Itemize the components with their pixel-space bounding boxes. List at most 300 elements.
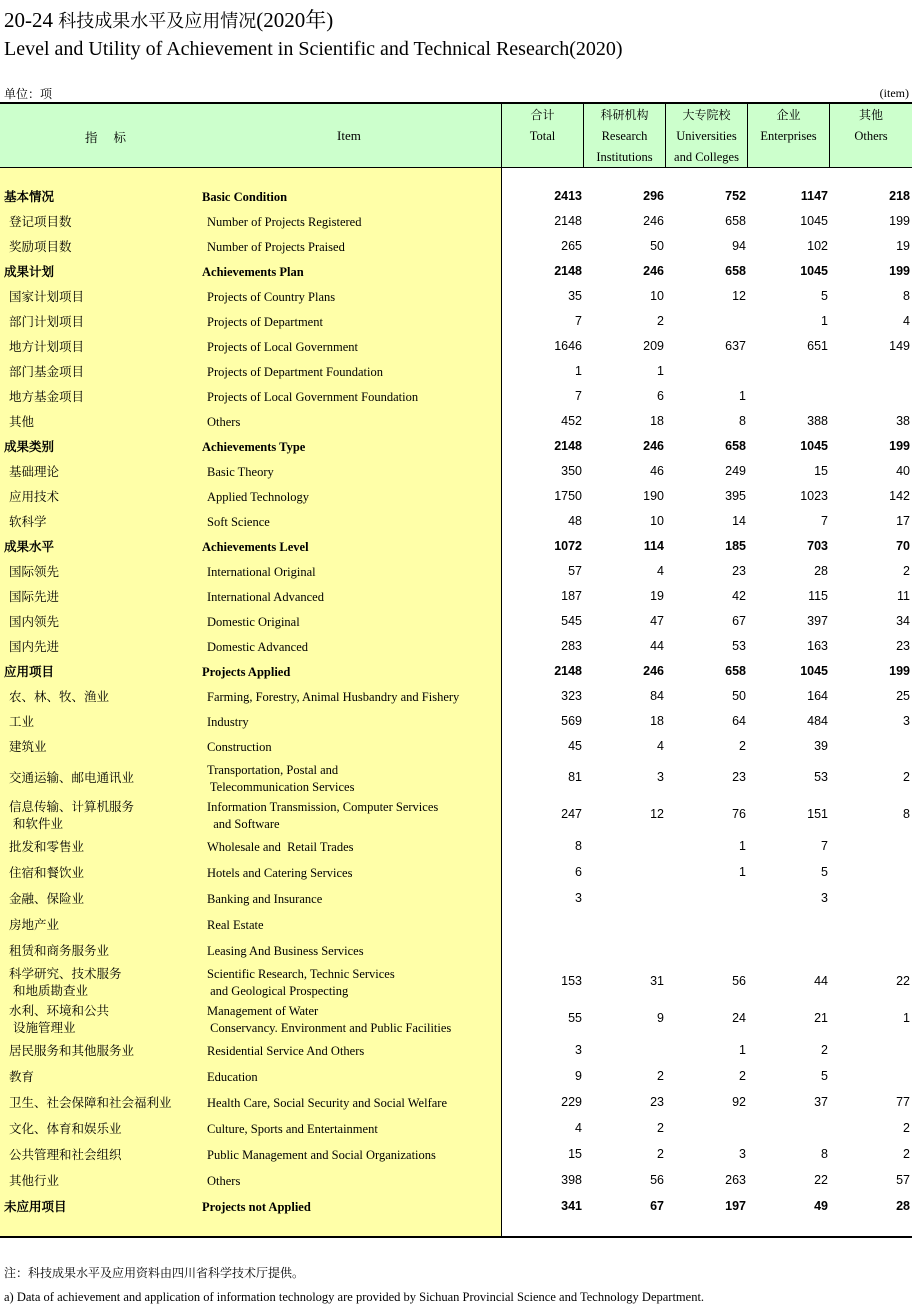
cell-value: 545 [561,614,582,628]
cell-value: 1072 [554,539,582,553]
cell-value: 2 [657,1146,664,1161]
cell-value: 651 [807,339,828,353]
cell-value: 49 [814,1198,828,1213]
cell-value: 2148 [554,664,582,678]
cell-value: 263 [725,1172,746,1187]
cell-value: 40 [896,464,910,478]
table-header [0,102,912,168]
data-table [0,102,912,1238]
cell-value: 7 [821,838,828,853]
cell-value: 53 [732,639,746,653]
cell-value: 1147 [800,189,828,203]
cell-value: 31 [650,974,664,988]
cell-value: 37 [814,1094,828,1109]
cell-value: 18 [650,414,664,428]
row-label-en: Others [207,1173,241,1188]
row-label-zh: 部门基金项目 [9,364,85,379]
cell-value: 3 [575,890,582,905]
cell-value: 5 [821,864,828,879]
row-label-zh: 应用项目 [4,664,55,679]
table-row [0,563,912,588]
row-label-zh: 国家计划项目 [9,289,85,304]
cell-value: 23 [732,564,746,578]
table-row [0,363,912,388]
table-row [0,538,912,563]
cell-value: 102 [807,239,828,253]
row-label-en: Projects of Department Foundation [207,365,384,379]
row-label-zh: 交通运输、邮电通讯业 [9,770,135,785]
cell-value: 11 [897,589,910,603]
column-header-zh: 大专院校 [682,108,731,122]
cell-value: 1 [739,389,746,403]
cell-value: 350 [561,464,582,478]
column-header-en: Others [854,129,888,143]
cell-value: 56 [650,1172,664,1187]
cell-value: 35 [568,289,582,303]
unit-label-zh: 单位：项 [4,87,53,101]
cell-value: 246 [643,664,664,678]
column-header-zh: 合计 [530,108,555,122]
cell-value: 3 [903,714,910,728]
table-row [0,967,912,1004]
row-label-zh: 未应用项目 [4,1198,67,1214]
row-label-zh: 国际领先 [9,564,60,579]
cell-value: 1 [739,1042,746,1057]
cell-value: 4 [657,564,664,578]
cell-value: 9 [575,1068,582,1083]
table-row [0,1004,912,1041]
cell-value: 12 [650,807,664,821]
row-label-zh: 工业 [9,714,35,729]
row-label-en: Domestic Advanced [207,640,309,654]
row-label-en: Projects Applied [202,665,291,679]
cell-value: 1750 [554,489,582,503]
row-label-en: Public Management and Social Organizations [207,1147,436,1162]
column-header-en: Enterprises [760,129,817,143]
cell-value: 484 [807,714,828,728]
table-title-zh [4,4,333,34]
cell-value: 2 [903,770,910,784]
table-row [0,1093,912,1119]
cell-value: 81 [568,770,582,784]
cell-value: 8 [739,414,746,428]
cell-value: 39 [814,739,828,753]
column-header-en: Institutions [596,150,653,164]
row-label-en: Projects of Country Plans [207,290,336,304]
cell-value: 23 [732,770,746,784]
cell-value: 17 [896,514,910,528]
row-label-zh: 基本情况 [4,189,55,204]
cell-value: 296 [643,189,664,203]
cell-value: 5 [821,289,828,303]
column-header [501,104,583,167]
cell-value: 1 [903,1011,910,1025]
row-label-en: Education [207,1069,258,1084]
row-label-zh: 其他行业 [9,1172,60,1188]
cell-value: 115 [808,589,828,603]
row-label-zh: 部门计划项目 [9,314,85,329]
table-title-year: (2020年) [256,8,334,32]
table-row [0,388,912,413]
cell-value: 7 [821,514,828,528]
cell-value: 4 [575,1120,582,1135]
cell-value: 25 [896,689,910,703]
cell-value: 64 [732,714,746,728]
cell-value: 2 [657,1120,664,1135]
row-label-zh: 软科学 [9,514,47,529]
row-label-en: Others [207,415,241,429]
table-row [0,488,912,513]
column-header-en: and Colleges [674,150,739,164]
cell-value: 45 [568,739,582,753]
row-label-en: Projects of Local Government [207,340,358,354]
table-row [0,338,912,363]
cell-value: 44 [650,639,664,653]
cell-value: 76 [732,807,746,821]
cell-value: 395 [725,489,746,503]
cell-value: 752 [725,189,746,203]
row-label-en: Scientific Research, Technic Services and Geological Prospecting [207,966,395,998]
cell-value: 164 [807,689,828,703]
cell-value: 229 [561,1094,582,1109]
cell-value: 42 [732,589,746,603]
cell-value: 22 [814,1172,828,1187]
table-row [0,238,912,263]
cell-value: 50 [732,689,746,703]
table-row [0,863,912,889]
footnote-zh: 注：科技成果水平及应用资料由四川省科学技术厅提供。 [4,1266,305,1280]
unit-label-en: (item) [879,86,909,100]
cell-value: 149 [889,339,910,353]
cell-value: 21 [814,1011,828,1025]
table-row [0,889,912,915]
row-label-en: Leasing And Business Services [207,943,364,958]
column-header-zh: 科研机构 [600,108,649,122]
row-label-en: Health Care, Social Security and Social Welfare [207,1095,447,1110]
cell-value: 5 [821,1068,828,1083]
row-label-zh: 登记项目数 [9,214,72,229]
row-label-en: International Advanced [207,590,324,604]
row-label-en: Industry [207,715,249,729]
cell-value: 18 [650,714,664,728]
row-label-en: Banking and Insurance [207,891,323,906]
cell-value: 4 [903,314,910,328]
row-label-zh: 水利、环境和公共 设施管理业 [9,1002,110,1035]
cell-value: 55 [568,1011,582,1025]
row-label-zh: 成果水平 [4,539,55,554]
table-row [0,1145,912,1171]
cell-value: 190 [643,489,664,503]
cell-value: 658 [725,214,746,228]
cell-value: 3 [575,1042,582,1057]
footnote-en: a) Data of achievement and application of information technology are provided by Sichuan Provincial Science and Technology Department. [4,1290,705,1304]
column-header-zh: 企业 [776,108,801,122]
header-label-area [0,104,501,167]
cell-value: 2148 [554,214,582,228]
cell-value: 142 [889,489,910,503]
cell-value: 246 [643,264,664,278]
table-row [0,438,912,463]
cell-value: 67 [650,1198,664,1213]
row-label-en: Number of Projects Praised [207,240,345,254]
table-row [0,800,912,837]
cell-value: 246 [643,214,664,228]
cell-value: 323 [561,689,582,703]
row-label-zh: 应用技术 [9,489,60,504]
cell-value: 2148 [554,439,582,453]
table-row [0,1041,912,1067]
table-row [0,941,912,967]
row-label-zh: 农、林、牧、渔业 [9,689,110,704]
row-label-zh: 住宿和餐饮业 [9,864,85,880]
row-label-zh: 其他 [9,414,35,429]
cell-value: 50 [650,239,664,253]
cell-value: 23 [650,1094,664,1109]
cell-value: 8 [903,289,910,303]
table-body [0,168,912,1238]
cell-value: 2 [657,314,664,328]
cell-value: 114 [643,539,664,553]
row-label-zh: 建筑业 [9,739,47,754]
row-label-zh: 基础理论 [9,464,60,479]
row-label-en: Hotels and Catering Services [207,865,353,880]
cell-value: 1045 [800,664,828,678]
cell-value: 2 [903,564,910,578]
row-label-en: Construction [207,740,272,754]
table-title-text: 科技成果水平及应用情况 [58,11,257,32]
table-row [0,763,912,800]
cell-value: 658 [725,439,746,453]
cell-value: 1023 [800,489,828,503]
cell-value: 341 [561,1198,582,1213]
table-row [0,313,912,338]
column-header-en: Research [601,129,648,143]
cell-value: 23 [896,639,910,653]
cell-value: 199 [889,214,910,228]
row-label-zh: 成果类别 [4,439,55,454]
cell-value: 38 [896,414,910,428]
cell-value: 24 [732,1011,746,1025]
table-row [0,288,912,313]
cell-value: 77 [896,1094,910,1109]
cell-value: 53 [814,770,828,784]
row-label-zh: 信息传输、计算机服务 和软件业 [9,798,135,831]
column-header-en: Universities [676,129,737,143]
row-label-en: Achievements Type [202,440,306,454]
cell-value: 46 [650,464,664,478]
cell-value: 6 [575,864,582,879]
cell-value: 247 [561,807,582,821]
cell-value: 6 [657,389,664,403]
table-row [0,513,912,538]
cell-value: 8 [575,838,582,853]
row-label-en: Projects of Department [207,315,323,329]
row-label-en: Basic Condition [202,190,288,204]
cell-value: 388 [807,414,828,428]
table-row [0,638,912,663]
cell-value: 658 [725,664,746,678]
table-row [0,688,912,713]
row-label-en: Transportation, Postal and Telecommunication Services [207,762,355,794]
cell-value: 197 [725,1198,746,1213]
row-label-en: Number of Projects Registered [207,215,362,229]
cell-value: 67 [732,614,746,628]
cell-value: 44 [814,974,828,988]
cell-value: 14 [732,514,746,528]
cell-value: 57 [568,564,582,578]
table-row [0,713,912,738]
table-row [0,613,912,638]
cell-value: 1 [821,314,828,328]
row-label-en: Culture, Sports and Entertainment [207,1121,378,1136]
cell-value: 2148 [554,264,582,278]
row-label-zh: 公共管理和社会组织 [9,1146,122,1162]
cell-value: 187 [561,589,582,603]
cell-value: 2413 [554,189,582,203]
cell-value: 19 [650,589,664,603]
row-label-zh: 成果计划 [4,264,55,279]
column-header [665,104,747,167]
cell-value: 1045 [800,439,828,453]
row-label-zh: 教育 [9,1068,35,1084]
cell-value: 265 [561,239,582,253]
cell-value: 9 [657,1011,664,1025]
cell-value: 10 [650,514,664,528]
cell-value: 22 [896,974,910,988]
cell-value: 8 [903,807,910,821]
cell-value: 4 [657,739,664,753]
row-label-zh: 房地产业 [9,916,60,932]
table-row [0,588,912,613]
row-label-zh: 国际先进 [9,589,60,604]
cell-value: 658 [725,264,746,278]
cell-value: 7 [575,314,582,328]
row-label-zh: 居民服务和其他服务业 [9,1042,135,1058]
row-label-zh: 地方基金项目 [9,389,85,404]
row-label-zh: 文化、体育和娱乐业 [9,1120,122,1136]
table-row [0,837,912,863]
row-label-zh: 地方计划项目 [9,339,85,354]
row-label-en: Farming, Forestry, Animal Husbandry and Fishery [207,690,460,704]
cell-value: 12 [732,289,746,303]
cell-value: 1646 [554,339,582,353]
table-row [0,1119,912,1145]
row-label-en: Real Estate [207,917,264,932]
cell-value: 94 [732,239,746,253]
cell-value: 48 [568,514,582,528]
table-row [0,413,912,438]
row-label-zh: 金融、保险业 [9,890,85,906]
cell-value: 2 [739,739,746,753]
cell-value: 1 [575,364,582,378]
cell-value: 28 [896,1198,910,1213]
row-label-en: International Original [207,565,316,579]
column-header [583,104,665,167]
cell-value: 199 [889,439,910,453]
cell-value: 10 [650,289,664,303]
header-indicator: 指 标 [85,130,132,145]
cell-value: 56 [732,974,746,988]
table-row [0,663,912,688]
cell-value: 637 [725,339,746,353]
cell-value: 452 [561,414,582,428]
table-title-en: Level and Utility of Achievement in Scientific and Technical Research(2020) [4,38,623,60]
cell-value: 3 [821,890,828,905]
cell-value: 84 [650,689,664,703]
row-label-zh: 批发和零售业 [9,838,85,854]
row-label-zh: 租赁和商务服务业 [9,942,110,958]
cell-value: 397 [807,614,828,628]
cell-value: 8 [821,1146,828,1161]
row-label-zh: 国内先进 [9,639,60,654]
cell-value: 153 [561,974,582,988]
table-number: 20-24 [4,8,53,32]
cell-value: 246 [643,439,664,453]
row-label-en: Achievements Level [202,540,309,554]
cell-value: 1045 [800,214,828,228]
cell-value: 57 [896,1172,910,1187]
row-label-en: Soft Science [207,515,270,529]
cell-value: 283 [561,639,582,653]
table-row [0,213,912,238]
row-label-zh: 卫生、社会保障和社会福利业 [9,1094,172,1110]
cell-value: 249 [725,464,746,478]
row-label-en: Achievements Plan [202,265,304,279]
cell-value: 92 [732,1094,746,1109]
cell-value: 70 [896,539,910,553]
cell-value: 151 [807,807,828,821]
table-row [0,1197,912,1223]
cell-value: 703 [807,539,828,553]
cell-value: 2 [821,1042,828,1057]
cell-value: 3 [657,770,664,784]
cell-value: 2 [903,1120,910,1135]
cell-value: 209 [643,339,664,353]
table-row [0,738,912,763]
table-row [0,915,912,941]
cell-value: 15 [568,1146,582,1161]
row-label-en: Applied Technology [207,490,310,504]
row-label-en: Wholesale and Retail Trades [207,839,354,854]
cell-value: 185 [725,539,746,553]
cell-value: 3 [739,1146,746,1161]
row-label-en: Projects of Local Government Foundation [207,390,419,404]
cell-value: 1 [739,838,746,853]
column-header-en: Total [529,129,556,143]
cell-value: 2 [903,1146,910,1161]
cell-value: 19 [896,239,910,253]
table-row [0,1067,912,1093]
cell-value: 7 [575,389,582,403]
cell-value: 199 [889,264,910,278]
row-label-zh: 科学研究、技术服务 和地质勘查业 [9,965,122,998]
row-label-zh: 国内领先 [9,614,60,629]
cell-value: 15 [814,464,828,478]
cell-value: 569 [561,714,582,728]
cell-value: 218 [889,189,910,203]
cell-value: 398 [561,1172,582,1187]
cell-value: 2 [657,1068,664,1083]
table-row [0,463,912,488]
cell-value: 199 [889,664,910,678]
cell-value: 1 [739,864,746,879]
table-row [0,263,912,288]
row-label-en: Residential Service And Others [207,1043,365,1058]
cell-value: 1 [657,364,664,378]
cell-value: 2 [739,1068,746,1083]
cell-value: 47 [650,614,664,628]
cell-value: 28 [814,564,828,578]
